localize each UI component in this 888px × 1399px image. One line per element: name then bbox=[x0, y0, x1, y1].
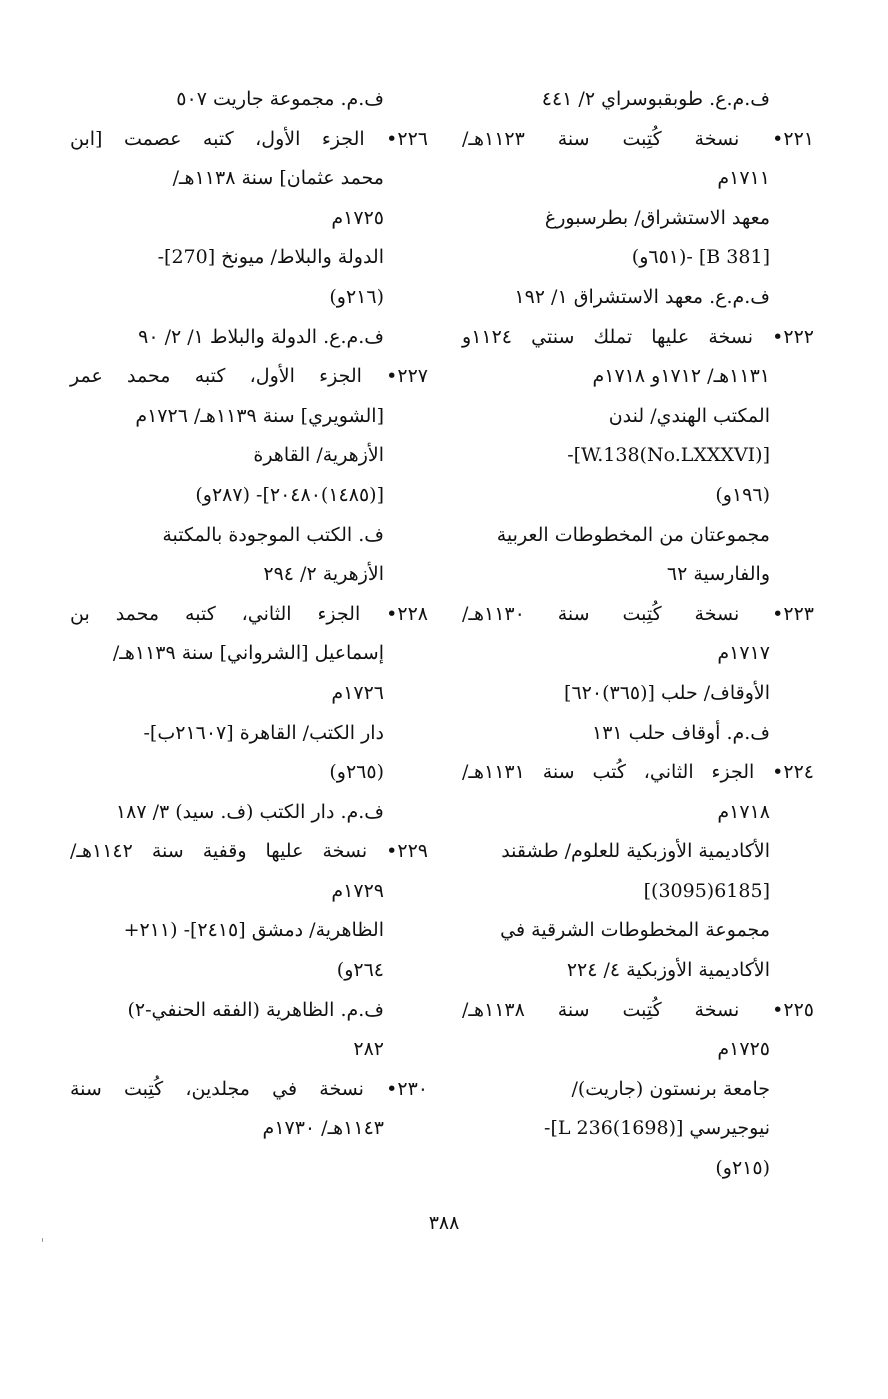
entry-line: الأزهرية/ القاهرة bbox=[253, 444, 384, 467]
margin-mark bbox=[42, 1238, 43, 1242]
entry-line: الأوقاف/ حلب [(٣٦٥)٦٢٠] bbox=[564, 681, 770, 704]
entry-line: ٢٦٤و) bbox=[336, 959, 384, 982]
entry-first-line: ٢٢٥• نسخة كُتِبت سنة ١١٣٨هـ/ bbox=[462, 998, 814, 1021]
entry-line: الدولة والبلاط/ ميونخ [270]- bbox=[157, 246, 384, 269]
page-number: ٣٨٨ bbox=[428, 1212, 460, 1234]
entry-line: ف.م. أوقاف حلب ١٣١ bbox=[592, 721, 770, 744]
entry-line: [B 381] -(٦٥١و) bbox=[631, 246, 770, 269]
entry-line: معهد الاستشراق/ بطرسبورغ bbox=[544, 206, 770, 229]
entry-line: ١١٤٣هـ/ ١٧٣٠م bbox=[262, 1117, 384, 1140]
entry-line: دار الكتب/ القاهرة [٢١٦٠٧ب]- bbox=[143, 721, 384, 744]
right-column bbox=[462, 80, 814, 1189]
entry-first-line: ٢٢٣• نسخة كُتِبت سنة ١١٣٠هـ/ bbox=[462, 602, 814, 625]
entry-line: ١٧٢٥م bbox=[717, 1038, 770, 1061]
entry-line: [6185(3095)] bbox=[643, 879, 770, 902]
entry-first-line: ٢٢٤• الجزء الثاني، كُتب سنة ١١٣١هـ/ bbox=[462, 761, 814, 784]
entry-line: الأكاديمية الأوزبكية ٤/ ٢٢٤ bbox=[566, 959, 770, 982]
entry-line: ف.م.ع. معهد الاستشراق ١/ ١٩٢ bbox=[514, 285, 770, 308]
entry-line: مجموعتان من المخطوطات العربية bbox=[496, 523, 770, 546]
entry-line: [W.138(No.LXXXVI)]- bbox=[567, 444, 770, 467]
entry-line: (١٩٦و) bbox=[715, 483, 770, 506]
entry-line: الأزهرية ٢/ ٢٩٤ bbox=[263, 563, 384, 586]
entry-first-line: ٢٢١• نسخة كُتِبت سنة ١١٢٣هـ/ bbox=[462, 127, 814, 150]
entry-line: ١٧١١م bbox=[717, 167, 770, 190]
entry-first-line: ٢٢٦• الجزء الأول، كتبه عصمت [ابن bbox=[70, 127, 428, 150]
entry-line: (٢٦٥و) bbox=[329, 761, 384, 784]
entry-line: ١٧٢٩م bbox=[331, 879, 384, 902]
entry-line: نيوجيرسي [L 236(1698)]- bbox=[544, 1117, 770, 1140]
entry-first-line: ٢٢٨• الجزء الثاني، كتبه محمد بن bbox=[70, 602, 428, 625]
entry-line: (٢١٦و) bbox=[329, 285, 384, 308]
entry-line: والفارسية ٦٢ bbox=[666, 563, 770, 586]
entry-first-line: ٢٢٢• نسخة عليها تملك سنتي ١١٢٤و bbox=[462, 325, 814, 348]
entry-line: (٢١٥و) bbox=[715, 1157, 770, 1180]
entry-first-line: ٢٣٠• نسخة في مجلدين، كُتِبت سنة bbox=[70, 1077, 428, 1100]
entry-line: ١٧١٧م bbox=[717, 642, 770, 665]
entry-line: ف.م. الظاهرية (الفقه الحنفي-٢) bbox=[127, 998, 384, 1021]
entry-first-line: ٢٢٩• نسخة عليها وقفية سنة ١١٤٢هـ/ bbox=[70, 840, 428, 863]
entry-line: ١٧٢٥م bbox=[331, 206, 384, 229]
entry-line: [(١٤٨٥)٢٠٤٨٠]- (٢٨٧و) bbox=[195, 483, 384, 506]
entry-line: المكتب الهندي/ لندن bbox=[608, 404, 770, 427]
entry-line: ١١٣١هـ/ ١٧١٢و ١٧١٨م bbox=[592, 365, 770, 388]
entry-first-line: ٢٢٧• الجزء الأول، كتبه محمد عمر bbox=[70, 365, 428, 388]
entry-line: ٢٨٢ bbox=[353, 1038, 384, 1061]
entry-line: ف.م. دار الكتب (ف. سيد) ٣/ ١٨٧ bbox=[115, 800, 384, 823]
entry-line: ١٧٢٦م bbox=[331, 681, 384, 704]
entry-line: الظاهرية/ دمشق [٢٤١٥]- (٢١١+ bbox=[123, 919, 384, 942]
left-column bbox=[70, 80, 428, 1149]
entry-line: ف.م. مجموعة جاريت ٥٠٧ bbox=[176, 88, 384, 110]
entry-line: مجموعة المخطوطات الشرقية في bbox=[500, 919, 770, 942]
entry-line: [الشويري] سنة ١١٣٩هـ/ ١٧٢٦م bbox=[135, 404, 384, 427]
entry-line: جامعة برنستون (جاريت)/ bbox=[571, 1077, 770, 1100]
entry-line: ف.م.ع. الدولة والبلاط ١/ ٢/ ٩٠ bbox=[138, 325, 384, 348]
entry-line: ف. الكتب الموجودة بالمكتبة bbox=[162, 523, 384, 546]
entry-line: إسماعيل [الشرواني] سنة ١١٣٩هـ/ bbox=[112, 642, 384, 665]
entry-line: ف.م.ع. طوبقبوسراي ٢/ ٤٤١ bbox=[541, 88, 770, 110]
entry-line: الأكاديمية الأوزبكية للعلوم/ طشقند bbox=[501, 840, 770, 863]
entry-line: محمد عثمان] سنة ١١٣٨هـ/ bbox=[172, 167, 384, 190]
entry-line: ١٧١٨م bbox=[717, 800, 770, 823]
